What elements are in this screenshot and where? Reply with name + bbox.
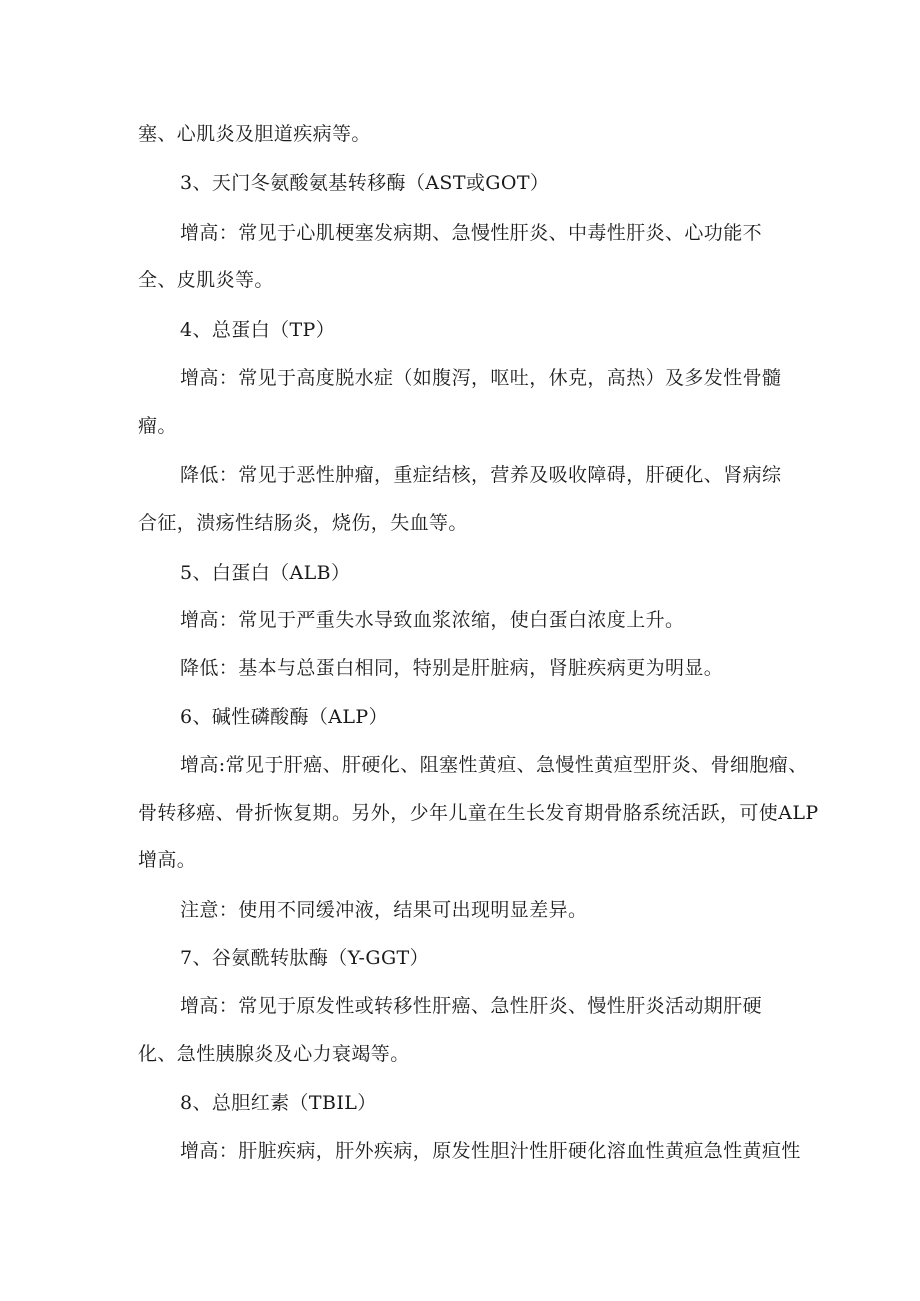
paragraph-continuation-line: 塞、心肌炎及胆道疾病等。 bbox=[138, 123, 371, 145]
tp-decrease-line-1: 降低：常见于恶性肿瘤，重症结核，营养及吸收障碍，肝硬化、肾病综 bbox=[180, 464, 782, 486]
alb-decrease-line: 降低：基本与总蛋白相同，特别是肝脏病，肾脏疾病更为明显。 bbox=[180, 657, 724, 679]
section-heading-tbil: 8、总胆红素（TBIL） bbox=[180, 1092, 377, 1114]
alb-increase-line: 增高：常见于严重失水导致血浆浓缩，使白蛋白浓度上升。 bbox=[180, 609, 685, 631]
ast-increase-line-2: 全、皮肌炎等。 bbox=[138, 269, 274, 291]
alp-increase-line-1: 增高:常见于肝癌、肝硬化、阻塞性黄疸、急慢性黄疸型肝炎、骨细胞瘤、 bbox=[180, 754, 808, 776]
ast-increase-line-1: 增高：常见于心肌梗塞发病期、急慢性肝炎、中毒性肝炎、心功能不 bbox=[180, 222, 763, 244]
section-heading-ggt: 7、谷氨酰转肽酶（Y-GGT） bbox=[180, 947, 429, 969]
alp-increase-line-2: 骨转移癌、骨折恢复期。另外，少年儿童在生长发育期骨胳系统活跃，可使ALP bbox=[138, 802, 819, 824]
ggt-increase-line-2: 化、急性胰腺炎及心力衰竭等。 bbox=[138, 1043, 410, 1065]
section-heading-alb: 5、白蛋白（ALB） bbox=[180, 562, 351, 584]
tp-increase-line-2: 瘤。 bbox=[138, 415, 177, 437]
section-heading-tp: 4、总蛋白（TP） bbox=[180, 319, 336, 341]
tp-decrease-line-2: 合征，溃疡性结肠炎，烧伤，失血等。 bbox=[138, 512, 468, 534]
tbil-increase-line-1: 增高：肝脏疾病，肝外疾病，原发性胆汁性肝硬化溶血性黄疸急性黄疸性 bbox=[180, 1140, 801, 1162]
ggt-increase-line-1: 增高：常见于原发性或转移性肝癌、急性肝炎、慢性肝炎活动期肝硬 bbox=[180, 995, 763, 1017]
alp-increase-line-3: 增高。 bbox=[138, 849, 197, 871]
alp-note-line: 注意：使用不同缓冲液，结果可出现明显差异。 bbox=[180, 899, 588, 921]
section-heading-ast: 3、天门冬氨酸氨基转移酶（AST或GOT） bbox=[180, 172, 550, 194]
section-heading-alp: 6、碱性磷酸酶（ALP） bbox=[180, 706, 389, 728]
tp-increase-line-1: 增高：常见于高度脱水症（如腹泻，呕吐，休克，高热）及多发性骨髓 bbox=[180, 367, 782, 389]
